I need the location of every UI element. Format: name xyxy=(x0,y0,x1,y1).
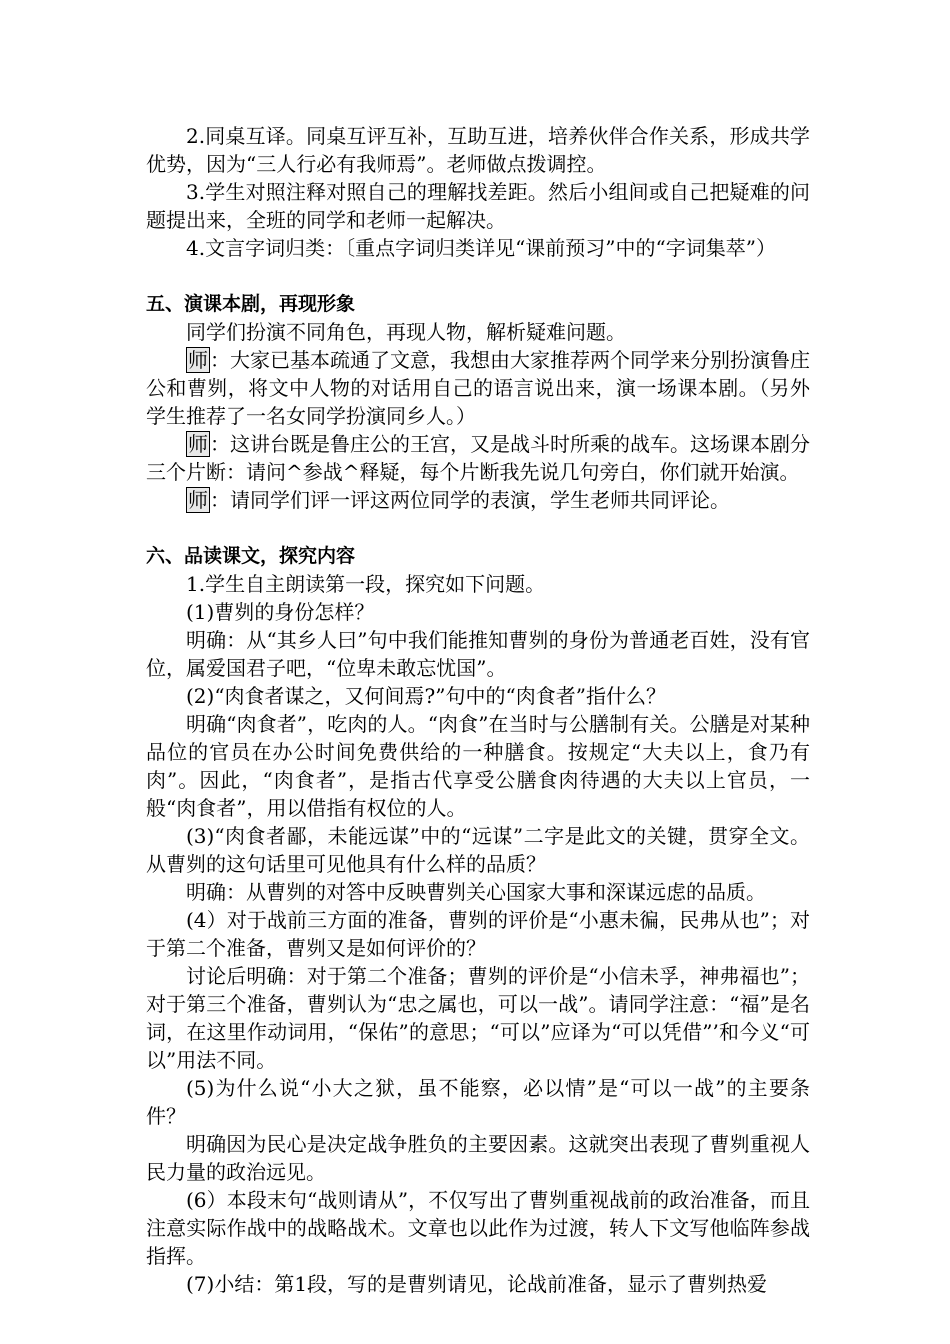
document-page xyxy=(146,122,810,1298)
answer-5: 明确因为民心是决定战争胜负的主要因素。这就突出表现了曹刿重视人民力量的政治远见。 xyxy=(146,1132,810,1184)
teacher-line-3-text: ：请同学们评一评这两位同学的表演，学生老师共同评论。 xyxy=(210,488,730,512)
teacher-line-2 xyxy=(146,430,810,486)
paragraph-item-3: 3.学生对照注释对照自己的理解找差距。然后小组间或自己把疑难的问题提出来，全班的同学和老师一起解决。 xyxy=(146,180,810,232)
question-7: (7)小结：第1段，写的是曹刿请见，论战前准备，显示了曹刿热爱 xyxy=(186,1272,768,1296)
teacher-line-2-text: ：这讲台既是鲁庄公的王宫，又是战斗时所乘的战车。这场课本剧分三个片断：请问^参战^释疑，每个片断我先说几句旁白，你们就开始演。 xyxy=(146,432,810,484)
teacher-line-1-text: ：大家已基本疏通了文意，我想由大家推荐两个同学来分别扮演鲁庄公和曹刿，将文中人物的对话用自己的语言说出来，演一场课本剧。（另外学生推荐了一名女同学扮演同乡人。） xyxy=(146,348,810,428)
section-6-item-1: 1.学生自主朗读第一段，探究如下问题。 xyxy=(186,572,546,596)
section-5-heading: 五、演课本剧，再现形象 xyxy=(146,293,356,315)
answer-2: 明确“肉食者”，吃肉的人。“肉食”在当时与公膳制有关。公膳是对某种品位的官员在办公时间免费供给的一种膳食。按规定“大夫以上，食乃有肉”。因此，“肉食者”，是指古代享受公膳食肉待遇的大夫以上官员，一般“肉食者”，用以借指有权位的人。 xyxy=(146,712,810,820)
teacher-line-1 xyxy=(146,346,810,430)
question-2: (2)“肉食者谋之，又何间焉?”句中的“肉食者”指什么？ xyxy=(186,684,666,708)
question-1: (1)曹刿的身份怎样？ xyxy=(186,600,375,624)
teacher-label: 师 xyxy=(188,488,208,512)
question-3: (3)“肉食者鄙，未能远谋”中的“远谋”二字是此文的关键，贯穿全文。从曹刿的这句话里可见他具有什么样的品质？ xyxy=(146,824,810,876)
question-6: (6）本段末句“战则请从”，不仅写出了曹刿重视战前的政治准备，而且注意实际作战中的战略战术。文章也以此作为过渡，转人下文写他临阵参战指挥。 xyxy=(146,1188,810,1268)
teacher-line-3 xyxy=(146,486,810,514)
paragraph-item-2: 2.同桌互译。同桌互评互补，互助互进，培养伙伴合作关系，形成共学优势，因为“三人行必有我师焉”。老师做点拨调控。 xyxy=(146,124,810,176)
answer-1: 明确：从“其乡人曰”句中我们能推知曹刿的身份为普通老百姓，没有官位，属爱国君子吧，“位卑未敢忘忧国”。 xyxy=(146,628,810,680)
question-5: (5)为什么说“小大之狱，虽不能察，必以情”是“可以一战”的主要条件？ xyxy=(146,1076,810,1128)
section-6-heading: 六、品读课文，探究内容 xyxy=(146,545,356,567)
teacher-label: 师 xyxy=(188,348,208,372)
answer-4: 讨论后明确：对于第二个准备；曹刿的评价是“小信未孚，神弗福也”；对于第三个准备，曹刿认为“忠之属也，可以一战”。请同学注意：“福”是名词，在这里作动词用，“保佑”的意思；“可以”应译为“可以凭借”’和今义“可以”用法不同。 xyxy=(146,964,810,1072)
answer-3: 明确：从曹刿的对答中反映曹刿关心国家大事和深谋远虑的品质。 xyxy=(186,880,766,904)
question-4: (4）对于战前三方面的准备，曹刿的评价是“小惠未徧，民弗从也”；对于第二个准备，曹刿又是如何评价的？ xyxy=(146,908,810,960)
teacher-label: 师 xyxy=(188,432,208,456)
paragraph-item-4: 4.文言字词归类：〔重点字词归类详见“课前预习”中的“字词集萃”） xyxy=(186,236,776,260)
section-5-intro: 同学们扮演不同角色，再现人物，解析疑难问题。 xyxy=(186,320,626,344)
